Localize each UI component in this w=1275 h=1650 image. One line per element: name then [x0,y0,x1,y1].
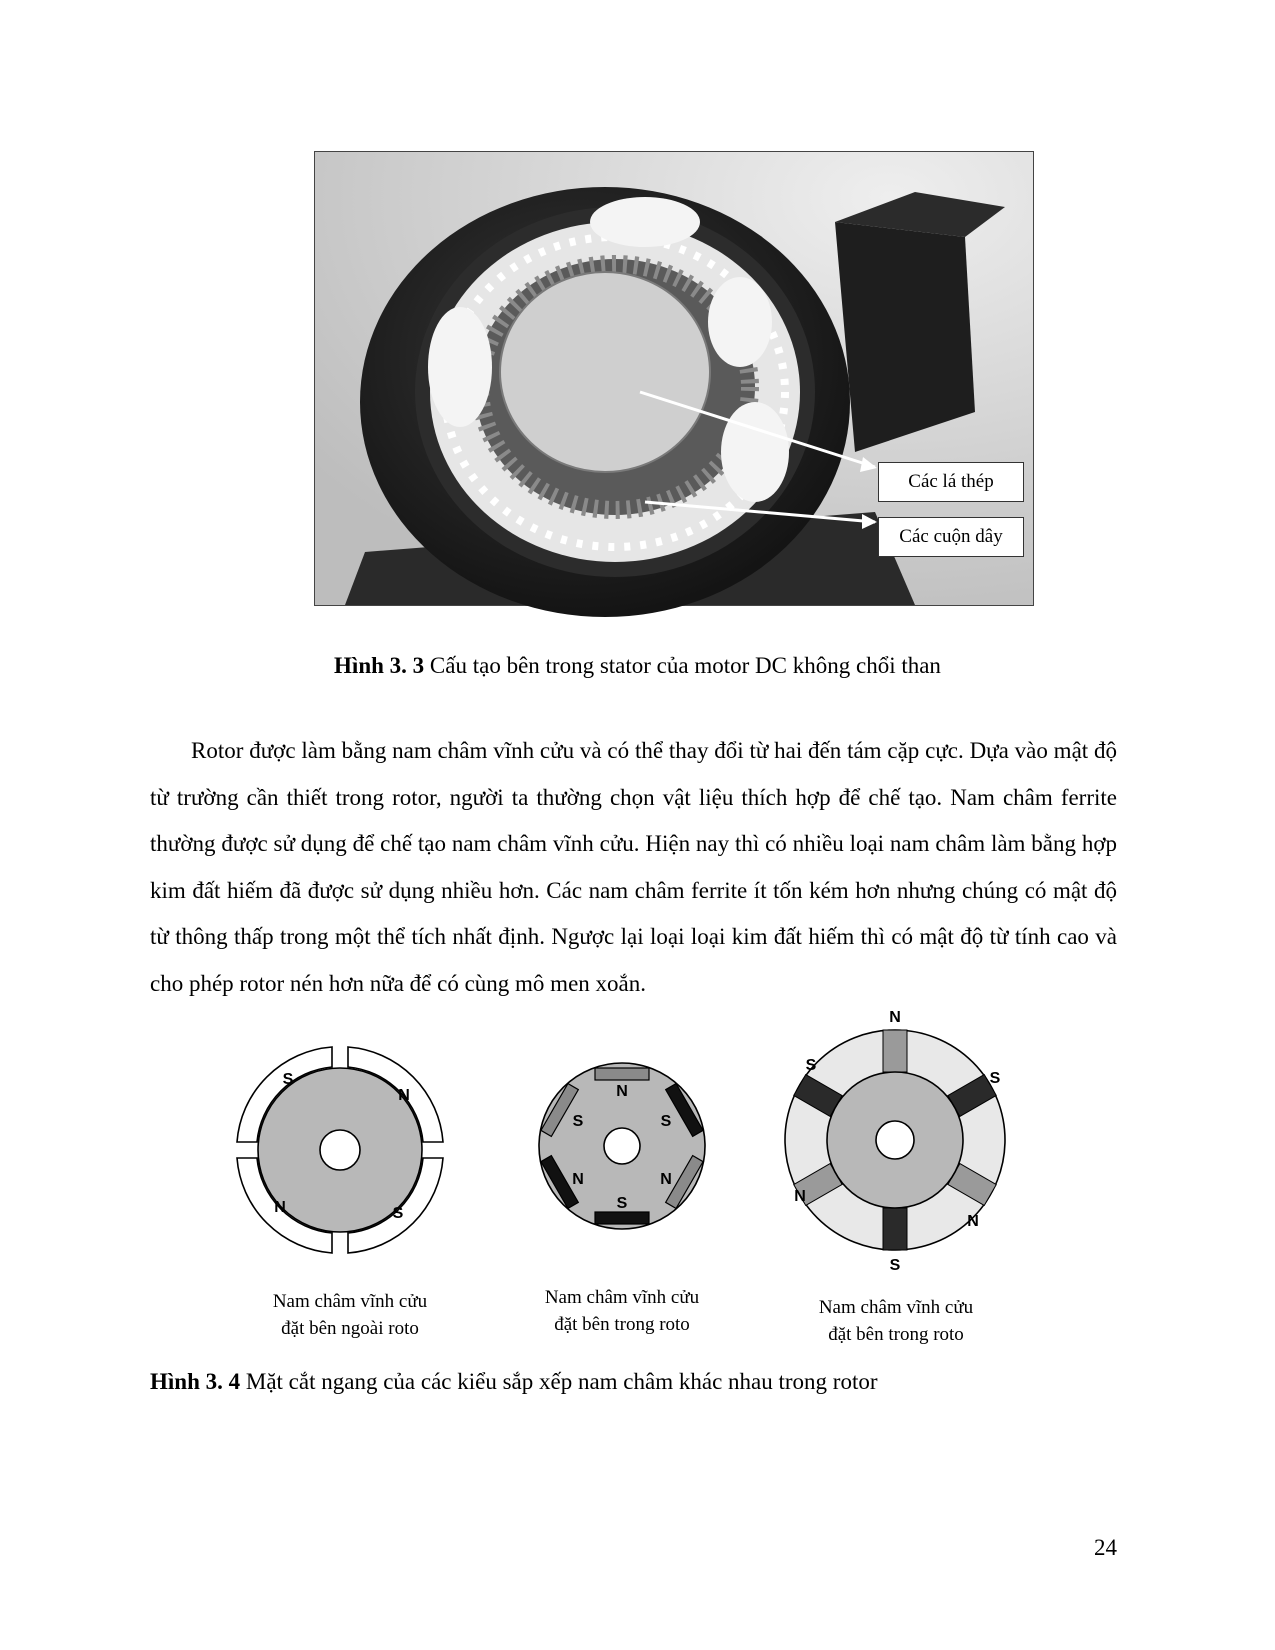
pole-label: S [616,1195,628,1212]
pole-label: N [967,1213,979,1230]
pole-label: S [889,1257,901,1274]
rotor-shaft [604,1128,640,1164]
rotor-diagram-outer [237,1047,443,1253]
pole-label: S [989,1070,1001,1087]
magnet-spoke [883,1208,907,1250]
pole-label: S [392,1205,404,1222]
figure-3-4-caption [150,1368,878,1396]
rotor-shaft [320,1130,360,1170]
magnet-slot [595,1068,649,1080]
pole-label: N [794,1188,806,1205]
figure-3-3-caption-text: Cấu tạo bên trong stator của motor DC không chổi than [424,653,941,678]
pole-label: N [398,1087,410,1104]
figure-3-3-caption [0,652,1275,680]
diagram-3-label [786,1294,1006,1348]
magnet-spoke [883,1030,907,1072]
rotor-shaft [876,1121,914,1159]
figure-3-4-caption-text: Mặt cắt ngang của các kiểu sắp xếp nam châm khác nhau trong rotor [240,1369,878,1394]
pole-label: S [572,1113,584,1130]
rotor-diagram-inner-embedded [539,1063,705,1229]
pole-label: S [805,1057,817,1074]
magnet-slot [595,1212,649,1224]
diagram-3-label-line1: Nam châm vĩnh cửu [818,1297,974,1318]
pole-label: S [282,1071,294,1088]
pole-label: N [274,1199,286,1216]
diagram-1-label-line1: Nam châm vĩnh cửu [272,1291,428,1312]
figure-3-4-caption-label: Hình 3. 4 [150,1369,241,1394]
pole-label: N [616,1083,628,1100]
diagram-2-label [512,1284,732,1338]
diagram-1-label-line2: đặt bên ngoài roto [281,1318,419,1339]
pole-label: N [572,1171,584,1188]
callout-steel-laminations: Các lá thép [878,462,1024,502]
pole-label: N [660,1171,672,1188]
diagram-1-label [240,1288,460,1342]
callout-coils: Các cuộn dây [878,517,1024,557]
diagram-3-label-line2: đặt bên trong roto [828,1324,964,1345]
diagram-2-label-line1: Nam châm vĩnh cửu [544,1287,700,1308]
rotor-diagram-inner-spoke [785,1009,1005,1274]
body-paragraph: Rotor được làm bằng nam châm vĩnh cửu và có thể thay đổi từ hai đến tám cặp cực. Dựa vào mật độ từ trường cần thiết trong rotor, người ta thường chọn vật liệu thích hợp để chế tạo. Nam châm ferrite thường được sử dụng để chế tạo nam châm vĩnh cửu. Hiện nay thì có nhiều loại nam châm làm bằng hợp kim đất hiếm đã được sử dụng nhiều hơn. Các nam châm ferrite ít tốn kém hơn nhưng chúng có mật độ từ thông thấp trong một thể tích nhất định. Ngược lại loại loại kim đất hiếm thì có mật độ từ tính cao và cho phép rotor nén hơn nữa để có cùng mô men xoắn. [150,738,1117,996]
page-number: 24 [1094,1535,1117,1560]
diagram-2-label-line2: đặt bên trong roto [554,1314,690,1335]
stator-photo [314,151,1034,606]
figure-3-3-caption-label: Hình 3. 3 [334,653,425,678]
pole-label: S [660,1113,672,1130]
rotor-diagrams [230,1009,1060,1350]
pole-label: N [889,1009,901,1026]
